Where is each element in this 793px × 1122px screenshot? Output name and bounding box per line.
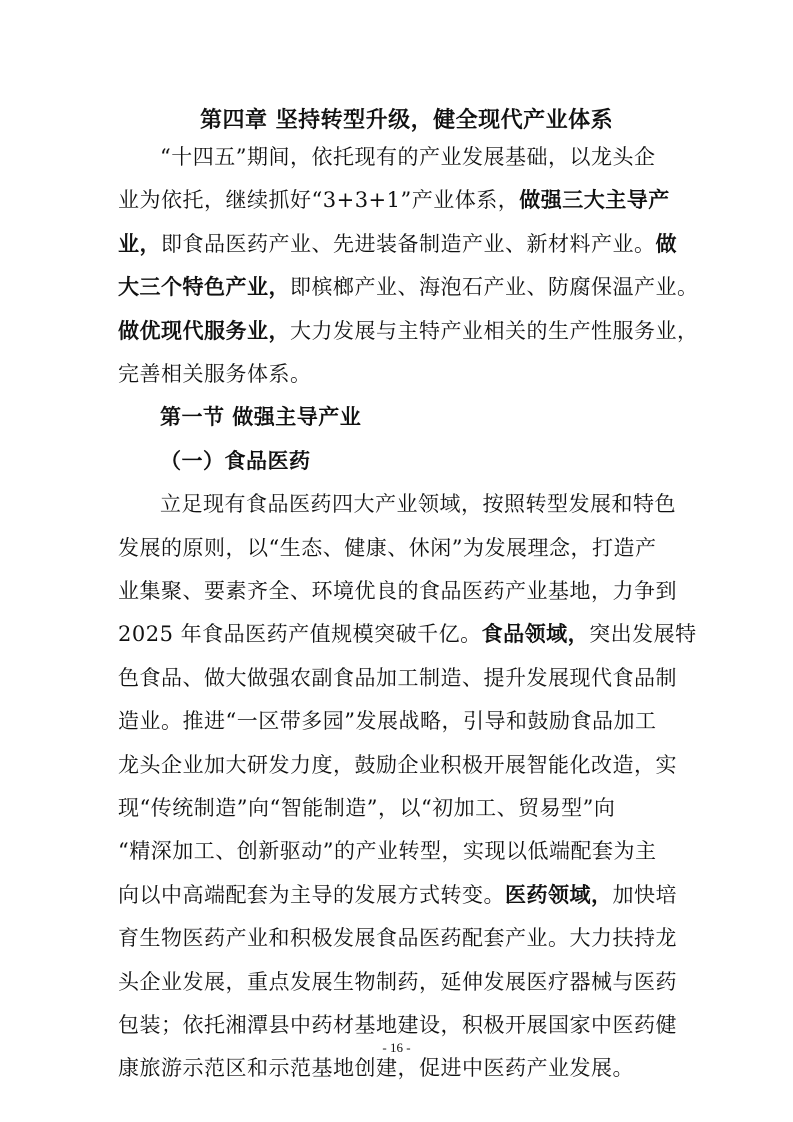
bold-text-run: 大三个特色产业， bbox=[118, 274, 290, 300]
paragraph-line bbox=[118, 613, 697, 655]
page-number: - 16 - bbox=[382, 1040, 411, 1055]
text-run: 头企业发展，重点发展生物制药，延伸发展医疗器械与医药 bbox=[118, 969, 677, 994]
paragraph-line bbox=[160, 483, 735, 525]
paragraph-line bbox=[118, 570, 693, 612]
paragraph-line bbox=[118, 787, 693, 829]
text-run: 业为依托，继续抓好“3+3+1”产业体系， bbox=[118, 188, 520, 213]
bold-text-run: 食品领域， bbox=[481, 621, 590, 647]
text-run: 2025 年食品医药产值规模突破千亿。 bbox=[118, 622, 482, 647]
text-run: 立足现有食品医药四大产业领域，按照转型发展和特色 bbox=[160, 492, 676, 517]
text-run: “十四五”期间，依托现有的产业发展基础，以龙头企 bbox=[160, 145, 656, 169]
paragraph-line bbox=[160, 136, 735, 178]
paragraph-line bbox=[118, 874, 693, 916]
paragraph-line bbox=[118, 700, 693, 742]
section-title: 第一节 做强主导产业 bbox=[160, 404, 362, 430]
text-run: 业集聚、要素齐全、环境优良的食品医药产业基地，力争到 bbox=[118, 579, 677, 603]
text-run: 育生物医药产业和积极发展食品医药配套产业。大力扶持龙 bbox=[118, 926, 677, 951]
paragraph-line bbox=[118, 223, 693, 265]
paragraph-line bbox=[118, 744, 693, 786]
paragraph-line bbox=[118, 527, 693, 569]
text-run: 包装；依托湘潭县中药材基地建设，积极开展国家中医药健 bbox=[118, 1013, 677, 1037]
bold-text-run: 做强三大主导产 bbox=[519, 187, 670, 213]
text-run: 即食品医药产业、先进装备制造产业、新材料产业。 bbox=[161, 231, 656, 256]
paragraph-line bbox=[118, 961, 693, 1003]
paragraph-line bbox=[118, 310, 699, 352]
bold-text-run: 做优现代服务业， bbox=[118, 317, 290, 343]
text-run: “精深加工、创新驱动”的产业转型，实现以低端配套为主 bbox=[118, 839, 657, 864]
text-run: 现“传统制造”向“智能制造”，以“初加工、贸易型”向 bbox=[118, 796, 616, 820]
text-run: 突出发展特 bbox=[589, 622, 697, 647]
text-run: 造业。推进“一区带多园”发展战略，引导和鼓励食品加工 bbox=[118, 709, 657, 734]
paragraph-line bbox=[118, 830, 693, 872]
paragraph-line bbox=[118, 657, 693, 699]
subsection-title: （一）食品医药 bbox=[160, 447, 311, 473]
chapter-title: 第四章 坚持转型升级，健全现代产业体系 bbox=[200, 107, 614, 133]
bold-text-run: 医药领域， bbox=[505, 881, 613, 907]
text-run: 向以中高端配套为主导的发展方式转变。 bbox=[118, 882, 505, 907]
paragraph-line bbox=[118, 266, 699, 308]
paragraph-line bbox=[118, 353, 693, 395]
text-run: 龙头企业加大研发力度，鼓励企业积极开展智能化改造，实 bbox=[118, 752, 677, 777]
paragraph-line bbox=[118, 917, 693, 959]
text-run: 康旅游示范区和示范基地创建，促进中医药产业发展。 bbox=[118, 1056, 634, 1081]
text-run: 大力发展与主特产业相关的生产性服务业， bbox=[290, 318, 699, 343]
paragraph-line bbox=[118, 179, 693, 221]
text-run: 即槟榔产业、海泡石产业、防腐保温产业。 bbox=[290, 275, 699, 300]
bold-text-run: 业， bbox=[118, 230, 161, 256]
text-run: 加快培 bbox=[612, 882, 677, 907]
text-run: 完善相关服务体系。 bbox=[118, 362, 312, 386]
text-run: 发展的原则，以“生态、健康、休闲”为发展理念，打造产 bbox=[118, 535, 657, 560]
bold-text-run: 做 bbox=[655, 230, 677, 256]
text-run: 色食品、做大做强农副食品加工制造、提升发展现代食品制 bbox=[118, 665, 677, 690]
